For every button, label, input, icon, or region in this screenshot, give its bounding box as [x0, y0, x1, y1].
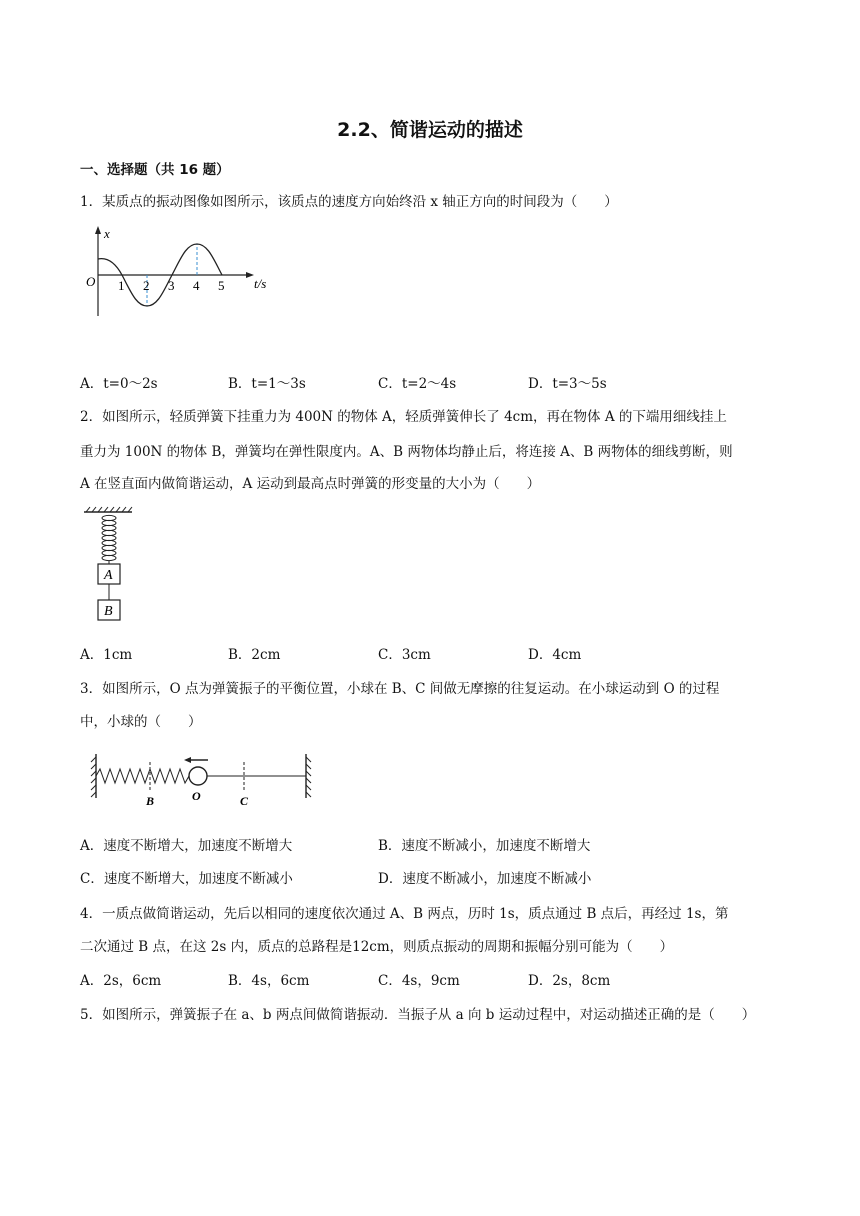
velocity-arrowhead [184, 757, 191, 763]
y-axis-label: x [104, 226, 110, 241]
q4-option-c: C．4s，9cm [378, 973, 460, 989]
section-heading: 一、选择题（共 16 题） [80, 162, 230, 178]
q1-vibration-graph [78, 224, 278, 320]
right-wall-hatch [306, 757, 311, 797]
q1-option-b: B．t=1～3s [228, 376, 306, 392]
q1-option-c: C．t=2～4s [378, 376, 457, 392]
tick-label-3: 3 [168, 278, 175, 293]
q3-option-b: B．速度不断减小，加速度不断增大 [378, 838, 591, 854]
label-c: C [240, 794, 249, 808]
spring-coil [102, 515, 116, 560]
question-4-line-2: 二次通过 B 点，在这 2s 内，质点的总路程是12cm，则质点振动的周期和振幅分别可能为（ ） [80, 939, 674, 955]
tick-label-5: 5 [218, 278, 225, 293]
y-axis-arrow [95, 226, 101, 234]
block-a-label: A [104, 568, 113, 583]
q3-option-d: D．速度不断减小，加速度不断减小 [378, 871, 592, 887]
left-wall-hatch [91, 757, 96, 797]
q2-option-d: D．4cm [528, 647, 582, 663]
question-5-line-1: 5．如图所示，弹簧振子在 a、b 两点间做简谐振动．当振子从 a 向 b 运动过程中，对运动描述正确的是（ ） [80, 1007, 756, 1023]
question-3-line-1: 3．如图所示，O 点为弹簧振子的平衡位置，小球在 B、C 间做无摩擦的往复运动。在小球运动到 O 的过程 [80, 681, 720, 697]
tick-label-2: 2 [143, 278, 150, 293]
question-3-line-2: 中，小球的（ ） [80, 714, 202, 730]
q3-oscillator-figure [88, 748, 318, 810]
label-b: B [146, 794, 155, 808]
x-axis-arrow [246, 272, 254, 278]
q3-option-a: A．速度不断增大，加速度不断增大 [80, 838, 293, 854]
q2-spring-figure [80, 506, 140, 626]
q1-option-d: D．t=3～5s [528, 376, 607, 392]
question-2-line-2: 重力为 100N 的物体 B，弹簧均在弹性限度内。A、B 两物体均静止后，将连接 A、B 两物体的细线剪断，则 [80, 444, 733, 460]
origin-label: O [86, 274, 96, 289]
question-1-text: 1．某质点的振动图像如图所示，该质点的速度方向始终沿 x 轴正方向的时间段为（ ） [80, 194, 618, 210]
tick-label-1: 1 [118, 278, 125, 293]
block-b-label: B [104, 604, 113, 619]
ceiling-hatch [86, 507, 132, 512]
spring [96, 769, 189, 783]
q2-option-a: A．1cm [80, 647, 133, 663]
q4-option-a: A．2s，6cm [80, 973, 162, 989]
q3-option-c: C．速度不断增大，加速度不断减小 [80, 871, 293, 887]
page-title: 2.2、简谐运动的描述 [337, 119, 523, 141]
q2-option-b: B．2cm [228, 647, 281, 663]
question-2-line-3: A 在竖直面内做简谐运动，A 运动到最高点时弹簧的形变量的大小为（ ） [80, 476, 541, 492]
q2-option-c: C．3cm [378, 647, 431, 663]
ball [189, 767, 207, 785]
question-4-line-1: 4．一质点做简谐运动，先后以相同的速度依次通过 A、B 两点，历时 1s，质点通过 B 点后，再经过 1s，第 [80, 906, 729, 922]
q4-option-b: B．4s，6cm [228, 973, 310, 989]
q4-option-d: D．2s，8cm [528, 973, 611, 989]
label-o: O [192, 789, 201, 803]
q1-option-a: A．t=0～2s [80, 376, 158, 392]
question-2-line-1: 2．如图所示，轻质弹簧下挂重力为 400N 的物体 A，轻质弹簧伸长了 4cm，再在物体 A 的下端用细线挂上 [80, 409, 727, 425]
x-axis-label: t/s [254, 276, 267, 291]
tick-label-4: 4 [193, 278, 200, 293]
